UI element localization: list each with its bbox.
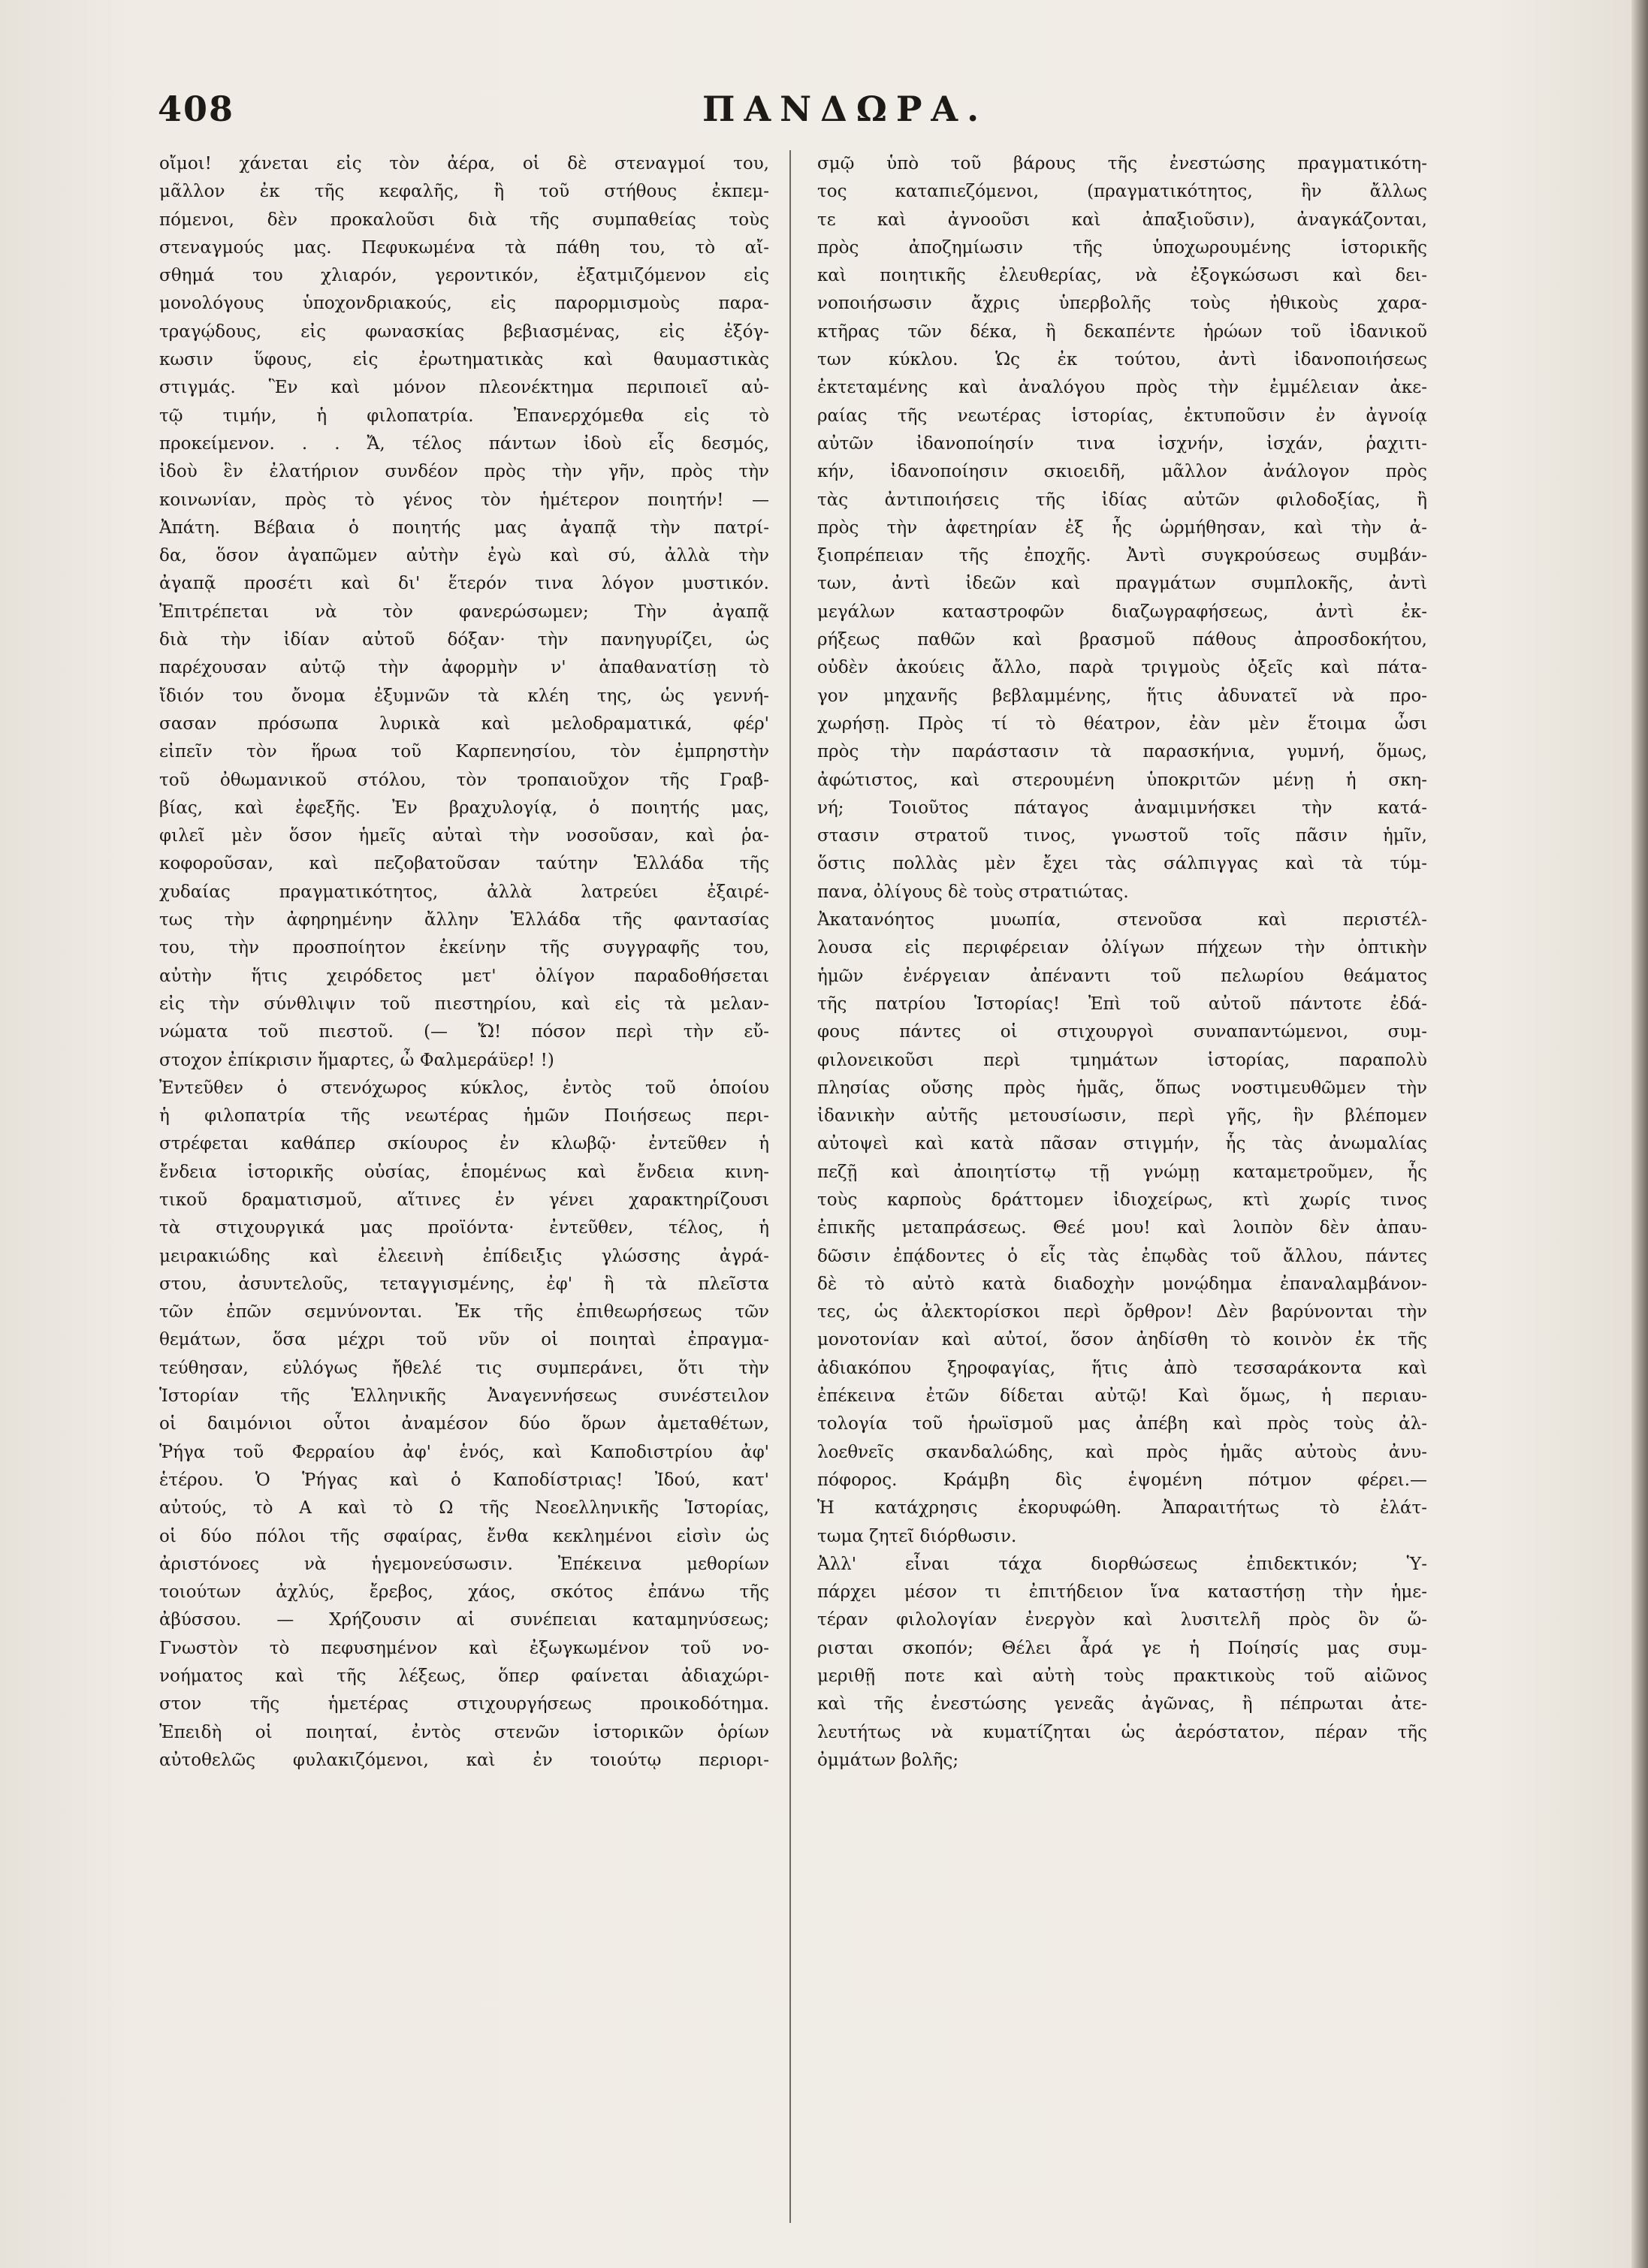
text-line: ἰδοὺ ἓν ἐλατήριον συνδέον πρὸς τὴν γῆν, πρὸς τὴν xyxy=(159,462,769,482)
text-line: μεριθῇ ποτε καὶ αὐτὴ τοὺς πρακτικοὺς τοῦ αἰῶνος xyxy=(817,1666,1427,1687)
text-line: κωσιν ὕφους, εἰς ἐρωτηματικὰς καὶ θαυμαστικὰς xyxy=(159,350,769,370)
text-line: μονολόγους ὑποχονδριακούς, εἰς παρορμισμοὺς παρα- xyxy=(159,294,769,314)
page-number: 408 xyxy=(158,89,235,129)
text-line: στον τῆς ἡμετέρας στιχουργήσεως προικοδότημα. xyxy=(159,1694,769,1715)
text-line: ξιοπρέπειαν τῆς ἐποχῆς. Ἀντὶ συγκρούσεως συμβάν- xyxy=(817,546,1427,566)
text-line: ἡμῶν ἐνέργειαν ἀπέναντι τοῦ πελωρίου θεάματος xyxy=(817,966,1427,986)
text-line: νοήματος καὶ τῆς λέξεως, ὅπερ φαίνεται ἀδιαχώρι- xyxy=(159,1666,769,1687)
text-line: ἀφώτιστος, καὶ στερουμένη ὑποκριτῶν μένῃ ἡ σκη- xyxy=(817,770,1427,790)
text-line: τωμα ζητεῖ διόρθωσιν. xyxy=(817,1526,1017,1546)
text-line: στιγμάς. Ἓν καὶ μόνον πλεονέκτημα περιποιεῖ αὐ- xyxy=(159,378,769,398)
left-text-column xyxy=(159,150,769,2223)
text-line: τὰ στιχουργικά μας προϊόντα· ἐντεῦθεν, τέλος, ἡ xyxy=(159,1218,769,1238)
text-line: πρὸς τὴν παράστασιν τὰ παρασκήνια, γυμνή, ὅμως, xyxy=(817,742,1427,762)
text-line: τε καὶ ἀγνοοῦσι καὶ ἀπαξιοῦσιν), ἀναγκάζονται, xyxy=(817,210,1427,230)
text-line: νή; Τοιοῦτος πάταγος ἀναμιμνήσκει τὴν κατά- xyxy=(817,798,1427,818)
text-line: πόμενοι, δὲν προκαλοῦσι διὰ τῆς συμπαθείας τοὺς xyxy=(159,210,769,230)
text-line: λοεθνεῖς σκανδαλώδης, καὶ πρὸς ἡμᾶς αὐτοὺς ἀνυ- xyxy=(817,1442,1427,1462)
text-line: παρέχουσαν αὐτῷ τὴν ἀφορμὴν ν' ἀπαθανατίσῃ τὸ xyxy=(159,658,769,678)
text-line: ἐκτεταμένης καὶ ἀναλόγου πρὸς τὴν ἐμμέλειαν ἀκε- xyxy=(817,378,1427,398)
text-line: των, ἀντὶ ἰδεῶν καὶ πραγμάτων συμπλοκῆς, ἀντὶ xyxy=(817,574,1427,594)
running-title: ΠΑΝΔΩΡΑ. xyxy=(702,89,988,129)
text-line: τῶν ἐπῶν σεμνύνονται. Ἐκ τῆς ἐπιθεωρήσεως τῶν xyxy=(159,1302,769,1322)
text-line: πλησίας οὔσης πρὸς ἡμᾶς, ὅπως νοστιμευθῶμεν τὴν xyxy=(817,1078,1427,1098)
text-line: ἡ φιλοπατρία τῆς νεωτέρας ἡμῶν Ποιήσεως περι- xyxy=(159,1106,769,1126)
text-line: τῆς πατρίου Ἱστορίας! Ἐπὶ τοῦ αὐτοῦ πάντοτε ἐδά- xyxy=(817,994,1427,1014)
text-line: ἀδιακόπου ξηροφαγίας, ἥτις ἀπὸ τεσσαράκοντα καὶ xyxy=(817,1358,1427,1378)
text-line: οἱ δύο πόλοι τῆς σφαίρας, ἔνθα κεκλημένοι εἰσὶν ὡς xyxy=(159,1526,769,1546)
text-line: τως τὴν ἀφηρημένην ἄλλην Ἑλλάδα τῆς φαντασίας xyxy=(159,910,769,930)
text-line: δα, ὅσον ἀγαπῶμεν αὐτὴν ἐγὼ καὶ σύ, ἀλλὰ τὴν xyxy=(159,546,769,566)
text-line: πρὸς ἀποζημίωσιν τῆς ὑποχωρουμένης ἱστορικῆς xyxy=(817,237,1427,258)
text-line: μονοτονίαν καὶ αὐτοί, ὅσον ἀηδίσθη τὸ κοινὸν ἐκ τῆς xyxy=(817,1330,1427,1350)
text-line: Ἱστορίαν τῆς Ἑλληνικῆς Ἀναγεννήσεως συνέστειλον xyxy=(159,1386,769,1407)
text-line: εἰπεῖν τὸν ἥρωα τοῦ Καρπενησίου, τὸν ἐμπρηστὴν xyxy=(159,742,769,762)
text-line: αὐτοθελῶς φυλακιζόμενοι, καὶ ἐν τοιούτῳ περιορι- xyxy=(159,1750,769,1770)
text-line: λουσα εἰς περιφέρειαν ὀλίγων πήχεων τὴν ὀπτικὴν xyxy=(817,938,1427,958)
text-line: προκείμενον. . . Ἄ, τέλος πάντων ἰδοὺ εἷς δεσμός, xyxy=(159,433,769,454)
text-line: σμῷ ὑπὸ τοῦ βάρους τῆς ἐνεστώσης πραγματικότη- xyxy=(817,154,1427,173)
column-divider xyxy=(789,150,791,2223)
book-spine-shadow xyxy=(1631,0,1648,2268)
text-line: του, τὴν προσποίητον ἐκείνην τῆς συγγραφῆς του, xyxy=(159,938,769,958)
text-line: αὐτούς, τὸ Α καὶ τὸ Ω τῆς Νεοελληνικῆς Ἱστορίας, xyxy=(159,1498,769,1519)
text-line: Ἀκατανόητος μυωπία, στενοῦσα καὶ περιστέλ- xyxy=(817,910,1427,930)
text-line: ἀριστόνοες νὰ ἡγεμονεύσωσιν. Ἐπέκεινα μεθορίων xyxy=(159,1554,769,1574)
text-line: τεύθησαν, εὐλόγως ἤθελέ τις συμπεράνει, ὅτι τὴν xyxy=(159,1358,769,1378)
text-line: λευτήτως νὰ κυματίζηται ὡς ἀερόστατον, πέραν τῆς xyxy=(817,1722,1427,1742)
text-line: μεγάλων καταστροφῶν διαζωγραφήσεως, ἀντὶ ἐκ- xyxy=(817,602,1427,622)
text-line: χωρήσῃ. Πρὸς τί τὸ θέατρον, ἐὰν μὲν ἕτοιμα ὦσι xyxy=(817,713,1427,734)
page-header xyxy=(158,89,1390,141)
text-line: καὶ τῆς ἐνεστώσης γενεᾶς ἀγῶνας, ἢ πέπρωται ἀτε- xyxy=(817,1694,1427,1715)
text-line: ραίας τῆς νεωτέρας ἱστορίας, ἐκτυποῦσιν ἐν ἀγνοίᾳ xyxy=(817,406,1427,426)
text-line: τέραν φιλολογίαν ἐνεργὸν καὶ λυσιτελῆ πρὸς ὃν ὥ- xyxy=(817,1610,1427,1630)
text-line: Γνωστὸν τὸ πεφυσημένον καὶ ἐξωγκωμένον τοῦ νο- xyxy=(159,1638,769,1658)
text-line: ὀμμάτων βολῆς; xyxy=(817,1750,959,1770)
text-line: πανα, ὀλίγους δὲ τοὺς στρατιώτας. xyxy=(817,882,1129,902)
text-line: αὐτὴν ἥτις χειρόδετος μετ' ὀλίγον παραδοθήσεται xyxy=(159,966,769,986)
text-line: κοφοροῦσαν, καὶ πεζοβατοῦσαν ταύτην Ἑλλάδα τῆς xyxy=(159,854,769,874)
text-line: διὰ τὴν ἰδίαν αὐτοῦ δόξαν· τὴν πανηγυρίζει, ὡς xyxy=(159,630,769,650)
text-line: κήν, ἰδανοποίησιν σκιοειδῆ, μᾶλλον ἀνάλογον πρὸς xyxy=(817,462,1427,482)
text-line: καὶ ποιητικῆς ἐλευθερίας, νὰ ἐξογκώσωσι καὶ δει- xyxy=(817,266,1427,286)
text-line: μειρακιώδης καὶ ἐλεεινὴ ἐπίδειξις γλώσσης ἀγρά- xyxy=(159,1246,769,1266)
text-line: στοχον ἐπίκρισιν ἥμαρτες, ὦ Φαλμεράϋερ! !) xyxy=(159,1050,554,1070)
text-line: Ἀπάτη. Βέβαια ὁ ποιητής μας ἀγαπᾷ τὴν πατρί- xyxy=(159,517,769,538)
text-line: γον μηχανῆς βεβλαμμένης, ἥτις ἀδυνατεῖ νὰ προ- xyxy=(817,686,1427,706)
text-line: οἱ δαιμόνιοι οὗτοι ἀναμέσον δύο ὅρων ἀμεταθέτων, xyxy=(159,1414,769,1434)
text-line: ἰδανικὴν αὐτῆς μετουσίωσιν, περὶ γῆς, ἣν βλέπομεν xyxy=(817,1106,1427,1126)
text-line: φιλονεικοῦσι περὶ τμημάτων ἱστορίας, παραπολὺ xyxy=(817,1050,1427,1070)
text-line: βίας, καὶ ἐφεξῆς. Ἐν βραχυλογίᾳ, ὁ ποιητής μας, xyxy=(159,798,769,818)
text-line: τες, ὡς ἀλεκτορίσκοι περὶ ὄρθρον! Δὲν βαρύνονται τὴν xyxy=(817,1302,1427,1322)
text-line: ἀγαπᾷ προσέτι καὶ δι' ἕτερόν τινα λόγον μυστικόν. xyxy=(159,574,769,594)
text-line: φους πάντες οἱ στιχουργοὶ συναπαντώμενοι, συμ- xyxy=(817,1022,1427,1042)
text-line: πάρχει μέσον τι ἐπιτήδειον ἵνα καταστήσῃ τὴν ἡμε- xyxy=(817,1582,1427,1603)
text-line: Ἡ κατάχρησις ἐκορυφώθη. Ἀπαραιτήτως τὸ ἐλάτ- xyxy=(817,1498,1427,1519)
text-line: τοιούτων ἀχλύς, ἔρεβος, χάος, σκότος ἐπάνω τῆς xyxy=(159,1582,769,1603)
text-line: ἑτέρου. Ὁ Ῥήγας καὶ ὁ Καποδίστριας! Ἰδού, κατ' xyxy=(159,1470,769,1490)
text-line: νώματα τοῦ πιεστοῦ. (— Ὤ! πόσον περὶ τὴν εὔ- xyxy=(159,1022,769,1042)
text-line: φιλεῖ μὲν ὅσον ἡμεῖς αὐταὶ τὴν νοσοῦσαν, καὶ ῥα- xyxy=(159,826,769,846)
text-line: δῶσιν ἐπᾴδοντες ὁ εἷς τὰς ἐπῳδὰς τοῦ ἄλλου, πάντες xyxy=(817,1246,1427,1266)
text-line: Ἀλλ' εἶναι τάχα διορθώσεως ἐπιδεκτικόν; Ὑ- xyxy=(817,1554,1427,1574)
text-line: κτῆρας τῶν δέκα, ἢ δεκαπέντε ἡρώων τοῦ ἰδανικοῦ xyxy=(817,321,1427,342)
text-line: τος καταπιεζόμενοι, (πραγματικότητος, ἣν ἄλλως xyxy=(817,182,1427,202)
text-line: Ἐπιτρέπεται νὰ τὸν φανερώσωμεν; Τὴν ἀγαπᾷ xyxy=(159,602,769,622)
text-line: μᾶλλον ἐκ τῆς κεφαλῆς, ἢ τοῦ στήθους ἐκπεμ- xyxy=(159,182,769,202)
text-line: Ἐντεῦθεν ὁ στενόχωρος κύκλος, ἐντὸς τοῦ ὁποίου xyxy=(159,1078,769,1098)
text-line: ρισται σκοπόν; Θέλει ἆρά γε ἡ Ποίησίς μας συμ- xyxy=(817,1638,1427,1658)
text-line: ἴδιόν του ὄνομα ἐξυμνῶν τὰ κλέη της, ὡς γεννή- xyxy=(159,686,769,706)
text-line: ρήξεως παθῶν καὶ βρασμοῦ πάθους ἀπροσδοκήτου, xyxy=(817,630,1427,650)
text-line: τικοῦ δραματισμοῦ, αἵτινες ἐν γένει χαρακτηρίζουσι xyxy=(159,1190,769,1210)
text-line: αὐτῶν ἰδανοποίησίν τινα ἰσχνήν, ἰσχάν, ῥαχιτι- xyxy=(817,433,1427,454)
text-line: στου, ἀσυντελοῦς, τεταγγισμένης, ἐφ' ἣ τὰ πλεῖστα xyxy=(159,1274,769,1294)
text-line: ἔνδεια ἱστορικῆς οὐσίας, ἑπομένως καὶ ἔνδεια κινη- xyxy=(159,1162,769,1182)
text-line: οὐδὲν ἀκούεις ἄλλο, παρὰ τριγμοὺς ὀξεῖς καὶ πάτα- xyxy=(817,658,1427,678)
right-text-column xyxy=(817,150,1427,2223)
text-line: πρὸς τὴν ἀφετηρίαν ἐξ ἧς ὡρμήθησαν, καὶ τὴν ἀ- xyxy=(817,517,1427,538)
text-line: εἰς τὴν σύνθλιψιν τοῦ πιεστηρίου, καὶ εἰς τὰ μελαν- xyxy=(159,994,769,1014)
text-line: ἀβύσσου. — Χρήζουσιν αἱ συνέπειαι καταμηνύσεως; xyxy=(159,1610,769,1630)
text-line: νοποιήσωσιν ἄχρις ὑπερβολῆς τοὺς ἠθικοὺς χαρα- xyxy=(817,294,1427,314)
text-line: Ῥήγα τοῦ Φερραίου ἀφ' ἑνός, καὶ Καποδιστρίου ἀφ' xyxy=(159,1442,769,1462)
text-line: θεμάτων, ὅσα μέχρι τοῦ νῦν οἱ ποιηταὶ ἐπραγμα- xyxy=(159,1330,769,1350)
text-line: τῷ τιμήν, ἡ φιλοπατρία. Ἐπανερχόμεθα εἰς τὸ xyxy=(159,406,769,426)
text-line: κοινωνίαν, πρὸς τὸ γένος τὸν ἡμέτερον ποιητήν! — xyxy=(159,490,769,510)
text-line: τοὺς καρποὺς δράττομεν ἰδιοχείρως, κτὶ χωρίς τινος xyxy=(817,1190,1427,1210)
text-line: τοῦ ὀθωμανικοῦ στόλου, τὸν τροπαιοῦχον τῆς Γραβ- xyxy=(159,770,769,790)
text-line: στασιν στρατοῦ τινος, γνωστοῦ τοῖς πᾶσιν ἡμῖν, xyxy=(817,826,1427,846)
text-line: στρέφεται καθάπερ σκίουρος ἐν κλωβῷ· ἐντεῦθεν ἡ xyxy=(159,1134,769,1154)
text-line: τὰς ἀντιποιήσεις τῆς ἰδίας αὐτῶν φιλοδοξίας, ἢ xyxy=(817,490,1427,510)
text-line: αὐτοψεὶ καὶ κατὰ πᾶσαν στιγμήν, ἧς τὰς ἀνωμαλίας xyxy=(817,1134,1427,1154)
text-line: ἐπέκεινα ἐτῶν δίδεται αὐτῷ! Καὶ ὅμως, ἡ περιαυ- xyxy=(817,1386,1427,1407)
text-line: οἴμοι! χάνεται εἰς τὸν ἀέρα, οἱ δὲ στεναγμοί του, xyxy=(159,154,769,173)
text-line: ἐπικῆς μεταπράσεως. Θεέ μου! καὶ λοιπὸν δὲν ἀπαυ- xyxy=(817,1218,1427,1238)
text-line: Ἐπειδὴ οἱ ποιηταί, ἐντὸς στενῶν ἱστορικῶν ὁρίων xyxy=(159,1722,769,1742)
text-line: στεναγμούς μας. Πεφυκωμένα τὰ πάθη του, τὸ αἴ- xyxy=(159,237,769,258)
text-line: χυδαίας πραγματικότητος, ἀλλὰ λατρεύει ἐξαιρέ- xyxy=(159,882,769,902)
text-line: δὲ τὸ αὐτὸ κατὰ διαδοχὴν μονῴδημα ἐπαναλαμβάνον- xyxy=(817,1274,1427,1294)
text-line: πόφορος. Κράμβη δὶς ἑψομένη πότμον φέρει.— xyxy=(817,1470,1427,1490)
text-line: σασαν πρόσωπα λυρικὰ καὶ μελοδραματικά, φέρ' xyxy=(159,713,769,734)
text-line: σθημά του χλιαρόν, γεροντικόν, ἐξατμιζόμενον εἰς xyxy=(159,266,769,286)
text-line: πεζῇ καὶ ἀποιητίστῳ τῇ γνώμῃ καταμετροῦμεν, ἧς xyxy=(817,1162,1427,1182)
text-line: των κύκλου. Ὡς ἐκ τούτου, ἀντὶ ἰδανοποιήσεως xyxy=(817,350,1427,370)
text-line: τολογία τοῦ ἡρωϊσμοῦ μας ἀπέβη καὶ πρὸς τοὺς ἀλ- xyxy=(817,1414,1427,1434)
text-line: τραγῴδους, εἰς φωνασκίας βεβιασμένας, εἰς ἐξόγ- xyxy=(159,321,769,342)
text-line: ὅστις πολλὰς μὲν ἔχει τὰς σάλπιγγας καὶ τὰ τύμ- xyxy=(817,854,1427,874)
